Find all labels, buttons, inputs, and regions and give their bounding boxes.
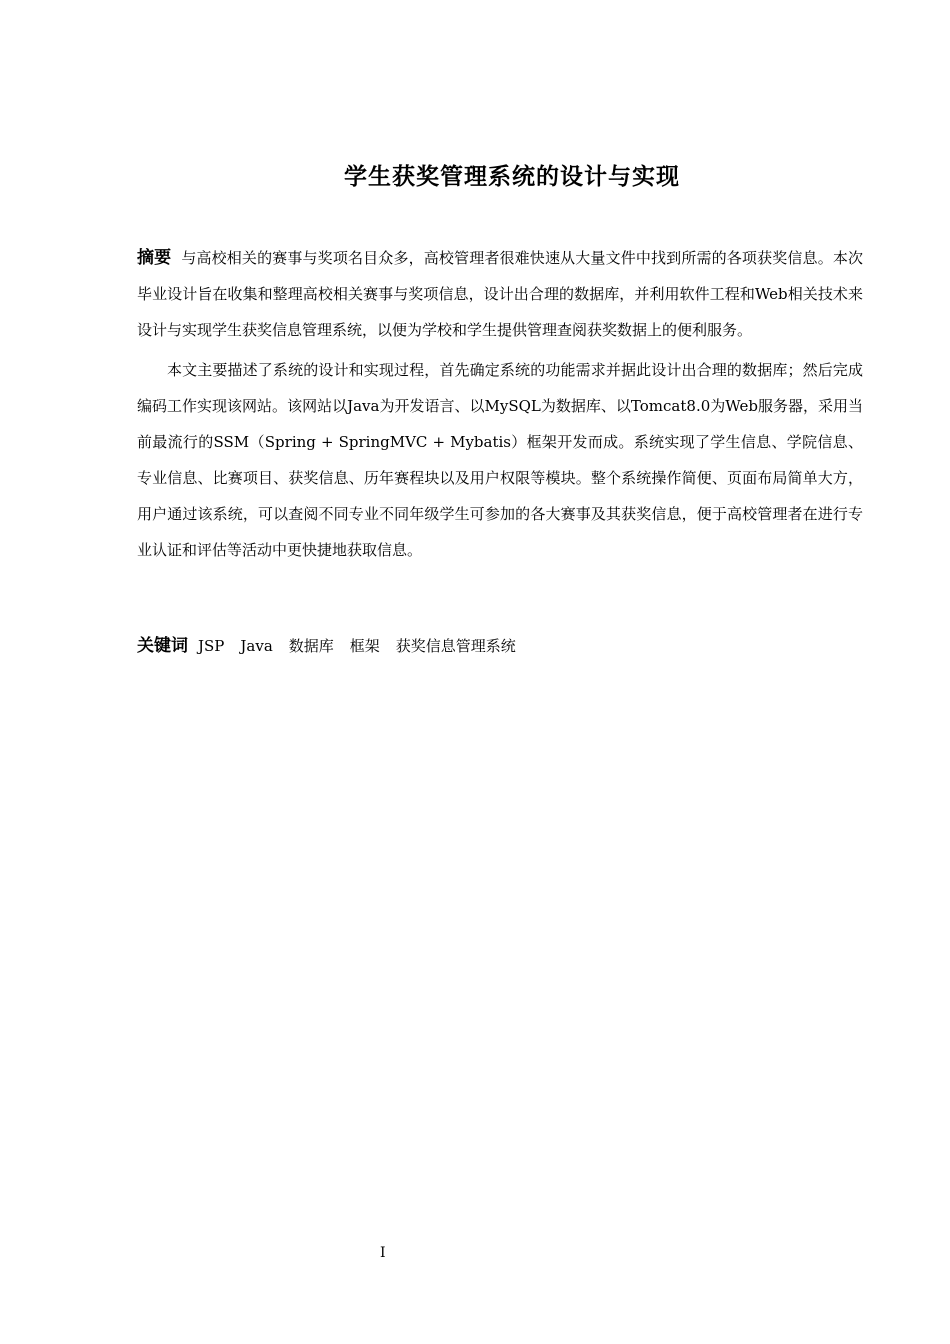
abstract-paragraph-2: 本文主要描述了系统的设计和实现过程，首先确定系统的功能需求并据此设计出合理的数据库；然后完成编码工作实现该网站。该网站以Java为开发语言、以MySQL为数据库、以Tomcat8.0为Web服务器，采用当前最流行的SSM（Spring + SpringMVC + Mybatis）框架开发而成。系统实现了学生信息、学院信息、专业信息、比赛项目、获奖信息、历年赛程块以及用户权限等模块。整个系统操作简便、页面布局简单大方，用户通过该系统，可以查阅不同专业不同年级学生可参加的各大赛事及其获奖信息，便于高校管理者在进行专业认证和评估等活动中更快捷地获取信息。 <box>137 361 863 559</box>
abstract-paragraph-1 <box>137 240 863 348</box>
keyword-item: 框架 <box>349 637 380 655</box>
keyword-item: Java <box>240 637 273 655</box>
abstract-section <box>137 240 863 568</box>
page-number: I <box>380 1245 386 1261</box>
keyword-item: JSP <box>198 637 225 655</box>
keywords-section <box>137 632 532 660</box>
keyword-item: 获奖信息管理系统 <box>395 637 516 655</box>
abstract-paragraph-1-text: 与高校相关的赛事与奖项名目众多，高校管理者很难快速从大量文件中找到所需的各项获奖信息。本次毕业设计旨在收集和整理高校相关赛事与奖项信息，设计出合理的数据库，并利用软件工程和Web相关技术来设计与实现学生获奖信息管理系统，以便为学校和学生提供管理查阅获奖数据上的便利服务。 <box>137 249 863 339</box>
document-title: 学生获奖管理系统的设计与实现 <box>344 164 680 190</box>
keyword-item: 数据库 <box>288 637 334 655</box>
keywords-label: 关键词 <box>137 636 188 656</box>
abstract-label: 摘要 <box>137 248 172 268</box>
